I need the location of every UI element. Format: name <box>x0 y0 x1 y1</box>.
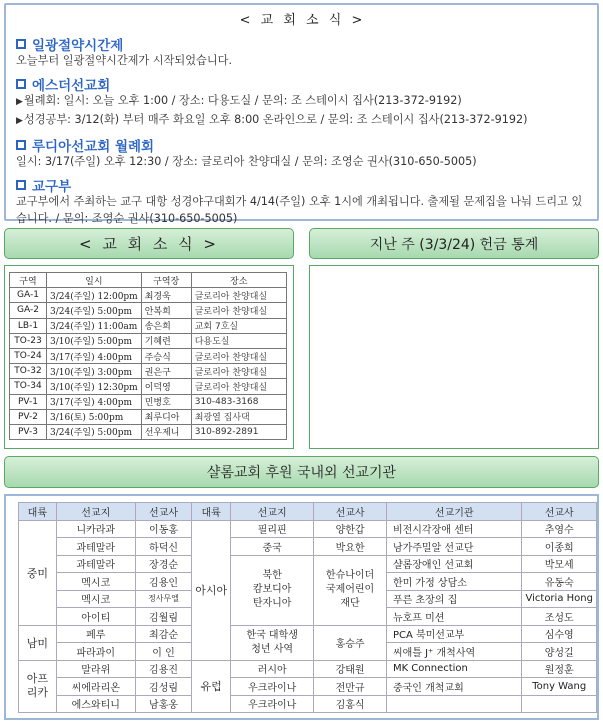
lydia-meeting-text: 일시: 3/17(주일) 오후 12:30 / 장소: 글로리아 찬양대실 / 문의: 조영순 권사(310-650-5005) <box>16 155 477 168</box>
table-cell: 3/16(토) 5:00pm <box>47 409 142 424</box>
table-cell: 3/24(주일) 5:00pm <box>47 303 142 318</box>
table-cell: 주승식 <box>141 348 191 363</box>
table-cell: 최감순 <box>135 625 191 643</box>
table-cell: 과테말라 <box>56 538 135 556</box>
section-heading-esther: 에스더선교회 <box>16 75 589 92</box>
table-cell: 이종희 <box>522 538 597 556</box>
table-cell: 푸른 초장의 집 <box>386 590 522 608</box>
table-cell: 김성림 <box>135 678 191 696</box>
region-europe: 유럽 <box>192 660 231 713</box>
col-district: 구역 <box>10 273 47 288</box>
table-cell: GA-2 <box>10 303 47 318</box>
missions-panel <box>4 494 599 720</box>
table-cell: 페루 <box>56 625 135 643</box>
region-africa: 아프리카 <box>19 660 57 713</box>
table-cell: 유동숙 <box>522 573 597 591</box>
table-cell: 글로리아 찬양대실 <box>191 348 286 363</box>
esther-monthly-meeting: ▶월례회: 일시: 오늘 오후 1:00 / 장소: 다용도실 / 문의: 조 스테이시 집사(213-372-9192) <box>16 94 462 107</box>
table-cell: 뉴호프 미션 <box>386 608 522 626</box>
table-cell: MK Connection <box>386 660 522 678</box>
table-cell: PV-1 <box>10 394 47 409</box>
table-cell: 러시아 <box>231 660 314 678</box>
table-cell: 남홍옹 <box>135 695 191 713</box>
table-row <box>10 348 287 363</box>
col-mission-field: 선교지 <box>231 503 314 521</box>
table-row <box>19 660 597 678</box>
table-row <box>10 409 287 424</box>
table-row <box>10 424 287 439</box>
table-cell: 에스와티니 <box>56 695 135 713</box>
table-cell: 멕시코 <box>56 590 135 608</box>
table-cell: 이동홍 <box>135 520 191 538</box>
table-cell: 글로리아 찬양대실 <box>191 364 286 379</box>
table-cell: TO-24 <box>10 348 47 363</box>
table-cell: 양한갑 <box>314 520 387 538</box>
esther-bible-study: ▶성경공부: 3/12(화) 부터 매주 화요일 오후 8:00 온라인으로 / 문의: 조 스테이시 집사(213-372-9192) <box>16 113 528 126</box>
table-cell: 중국 <box>231 538 314 556</box>
triangle-bullet-icon: ▶ <box>16 116 23 126</box>
table-cell: 심수영 <box>522 625 597 643</box>
table-cell: 과테말라 <box>56 555 135 573</box>
table-cell: GA-1 <box>10 288 47 303</box>
table-cell: 선우제니 <box>141 424 191 439</box>
table-cell: LB-1 <box>10 318 47 333</box>
table-cell: 3/10(주일) 12:30pm <box>47 379 142 394</box>
table-cell: 교회 7호실 <box>191 318 286 333</box>
table-cell: 필리핀 <box>231 520 314 538</box>
table-cell: 박요한 <box>314 538 387 556</box>
region-central-america: 중미 <box>19 520 57 625</box>
table-cell: 양성길 <box>522 643 597 661</box>
table-cell: TO-23 <box>10 333 47 348</box>
table-cell: Victoria Hong <box>522 590 597 608</box>
table-row <box>10 364 287 379</box>
col-missionary: 선교사 <box>522 503 597 521</box>
table-cell: 남가주밀알 선교단 <box>386 538 522 556</box>
table-cell: 3/24(주일) 12:00pm <box>47 288 142 303</box>
table-header-row <box>19 503 597 521</box>
table-row <box>19 625 597 643</box>
table-row <box>19 555 597 573</box>
table-row <box>10 288 287 303</box>
table-cell: 추영수 <box>522 520 597 538</box>
table-row <box>19 538 597 556</box>
table-cell: TO-34 <box>10 379 47 394</box>
table-cell: 최광열 집사댁 <box>191 409 286 424</box>
schedule-header: < 교 회 소 식 > <box>4 228 294 259</box>
table-cell: 글로리아 찬양대실 <box>191 288 286 303</box>
table-cell: 김홍식 <box>314 695 387 713</box>
checkbox-square-icon <box>16 140 26 150</box>
col-mission-field: 선교지 <box>56 503 135 521</box>
table-cell: 송은희 <box>141 318 191 333</box>
table-row <box>10 379 287 394</box>
section-heading-lydia: 루디아선교회 월례회 <box>16 136 589 153</box>
table-cell: 다용도실 <box>191 333 286 348</box>
district-schedule-panel <box>4 265 294 449</box>
section-heading-parish: 교구부 <box>16 176 589 193</box>
col-missionary: 선교사 <box>135 503 191 521</box>
table-cell: 강태원 <box>314 660 387 678</box>
checkbox-square-icon <box>16 39 26 49</box>
table-cell: 중국인 개척교회 <box>386 678 522 696</box>
table-row <box>19 520 597 538</box>
table-cell: 원정훈 <box>522 660 597 678</box>
missions-table <box>18 502 597 713</box>
table-cell: 310-892-2891 <box>191 424 286 439</box>
table-cell: 장경순 <box>135 555 191 573</box>
checkbox-square-icon <box>16 180 26 190</box>
region-asia: 아시아 <box>192 520 231 660</box>
table-cell: 전만규 <box>314 678 387 696</box>
table-cell: TO-32 <box>10 364 47 379</box>
table-cell: 아이티 <box>56 608 135 626</box>
daylight-saving-text: 오늘부터 일광절약시간제가 시작되었습니다. <box>16 54 233 67</box>
table-cell: 이덕영 <box>141 379 191 394</box>
table-cell: 우크라이나 <box>231 678 314 696</box>
table-cell: PCA 북미선교부 <box>386 625 522 643</box>
table-cell <box>522 695 597 713</box>
table-header-row <box>10 273 287 288</box>
parish-text: 교구부에서 주최하는 교구 대항 성경야구대회가 4/14(주일) 오후 1시에 개최됩니다. 출제될 문제집을 나눠 드리고 있습니다. / 문의: 조영순 권사(310-650-5005) <box>16 195 583 225</box>
table-cell: 3/24(주일) 11:00am <box>47 318 142 333</box>
news-title: < 교 회 소 식 > <box>239 13 366 28</box>
table-cell: 한미 가정 상담소 <box>386 573 522 591</box>
table-cell: 3/10(주일) 3:00pm <box>47 364 142 379</box>
table-cell: 3/24(주일) 5:00pm <box>47 424 142 439</box>
col-continent: 대륙 <box>192 503 231 521</box>
table-cell: 3/17(주일) 4:00pm <box>47 394 142 409</box>
table-cell: 하덕신 <box>135 538 191 556</box>
col-leader: 구역장 <box>141 273 191 288</box>
table-row <box>10 303 287 318</box>
table-cell: Tony Wang <box>522 678 597 696</box>
church-news-box <box>4 3 599 225</box>
table-cell: 기혜련 <box>141 333 191 348</box>
table-cell: 글로리아 찬양대실 <box>191 379 286 394</box>
checkbox-square-icon <box>16 79 26 89</box>
triangle-bullet-icon: ▶ <box>16 97 23 107</box>
table-row <box>19 678 597 696</box>
table-cell: 홍승주 <box>314 625 387 660</box>
table-cell: 말라위 <box>56 660 135 678</box>
table-cell: 북한 캄보디아 탄자니아 <box>231 555 314 625</box>
section-heading-daylight-saving: 일광절약시간제 <box>16 35 589 52</box>
table-cell: 3/17(주일) 4:00pm <box>47 348 142 363</box>
col-organization: 선교기관 <box>386 503 522 521</box>
missions-header: 샬롬교회 후원 국내외 선교기관 <box>4 456 599 488</box>
table-cell: 우크라이나 <box>231 695 314 713</box>
table-cell: 니카라과 <box>56 520 135 538</box>
table-cell: 파라과이 <box>56 643 135 661</box>
table-cell: 권은구 <box>141 364 191 379</box>
col-missionary: 선교사 <box>314 503 387 521</box>
table-cell: 3/10(주일) 5:00pm <box>47 333 142 348</box>
table-cell: 정사무엘 <box>135 590 191 608</box>
table-cell: 한국 대학생 청년 사역 <box>231 625 314 660</box>
table-cell: 김월림 <box>135 608 191 626</box>
table-cell: 글로리아 찬양대실 <box>191 303 286 318</box>
table-cell: 김용인 <box>135 573 191 591</box>
col-continent: 대륙 <box>19 503 57 521</box>
region-south-america: 남미 <box>19 625 57 660</box>
table-cell: 최경욱 <box>141 288 191 303</box>
table-cell: 민병호 <box>141 394 191 409</box>
col-datetime: 일시 <box>47 273 142 288</box>
table-cell: 김용진 <box>135 660 191 678</box>
table-cell: 이 인 <box>135 643 191 661</box>
table-cell: 박모세 <box>522 555 597 573</box>
table-cell: 안복희 <box>141 303 191 318</box>
offering-stats-header: 지난 주 (3/3/24) 헌금 통계 <box>309 228 599 259</box>
table-cell: PV-3 <box>10 424 47 439</box>
col-place: 장소 <box>191 273 286 288</box>
table-row <box>10 394 287 409</box>
table-cell: 310-483-3168 <box>191 394 286 409</box>
table-cell: PV-2 <box>10 409 47 424</box>
district-schedule-table <box>9 272 287 440</box>
table-row <box>10 318 287 333</box>
table-cell: 샬롬장애인 선교회 <box>386 555 522 573</box>
table-cell <box>386 695 522 713</box>
table-cell: 조성도 <box>522 608 597 626</box>
table-cell: 씨에라리온 <box>56 678 135 696</box>
table-cell: 씨애틀 J⁺ 개척사역 <box>386 643 522 661</box>
table-cell: 한슈나이더 국제어린이 재단 <box>314 555 387 625</box>
table-cell: 최루디아 <box>141 409 191 424</box>
table-row <box>10 333 287 348</box>
table-cell: 비전시각장애 센터 <box>386 520 522 538</box>
offering-stats-panel <box>309 265 599 449</box>
table-cell: 멕시코 <box>56 573 135 591</box>
table-row <box>19 695 597 713</box>
